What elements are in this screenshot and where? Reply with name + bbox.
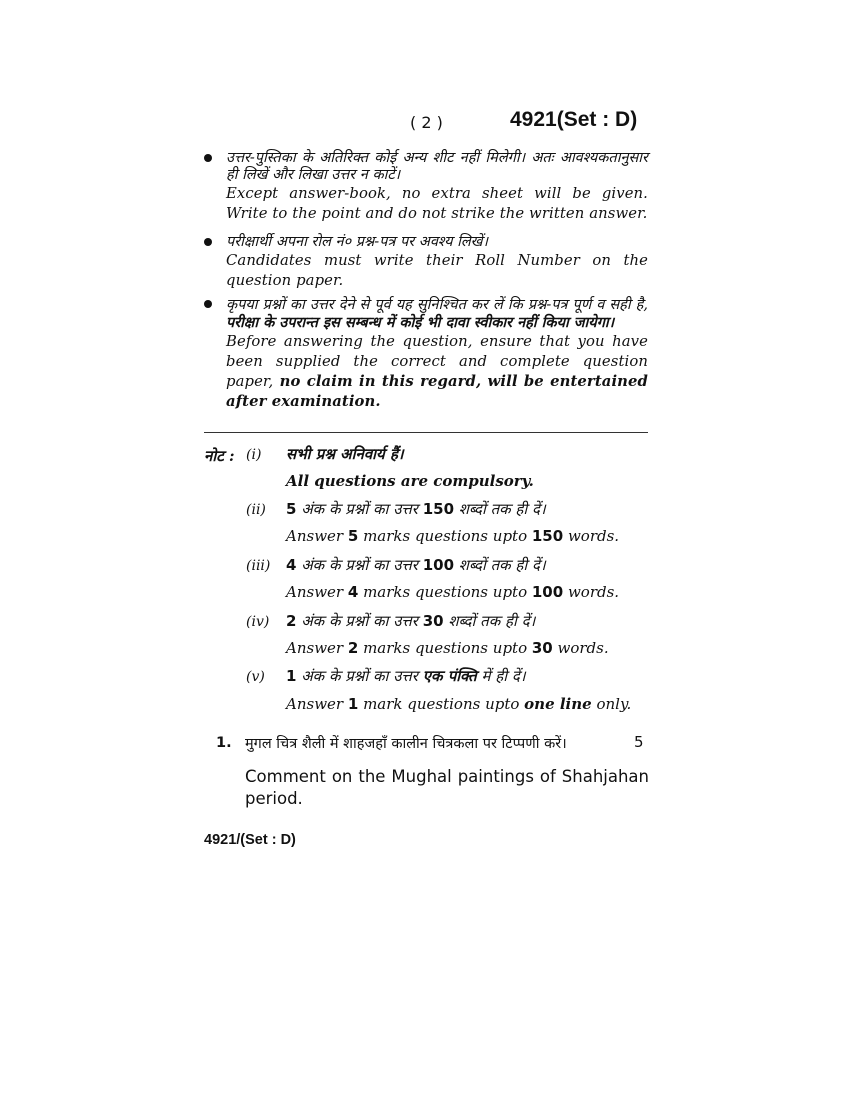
note-text: Answer xyxy=(286,583,348,601)
page-number: ( 2 ) xyxy=(410,113,443,132)
marks-number: 5 xyxy=(286,500,297,518)
bullet-icon xyxy=(204,238,212,246)
instruction-english: Candidates must write their Roll Number on the question paper. xyxy=(226,252,648,289)
bullet-icon xyxy=(204,300,212,308)
note-text: अंक के प्रश्नों का उत्तर xyxy=(296,667,423,685)
marks-number: 2 xyxy=(347,639,359,657)
word-limit-number: 100 xyxy=(531,583,564,601)
note-text: Answer xyxy=(286,639,348,657)
note-item-hindi xyxy=(286,555,546,575)
marks-number: 1 xyxy=(347,695,359,713)
instruction-english-bold: no claim in this regard, will be entertained after examination. xyxy=(226,373,648,410)
note-item-english xyxy=(286,583,619,601)
question-english: Comment on the Mughal paintings of Shahjahan period. xyxy=(245,767,649,808)
marks-number: 1 xyxy=(286,667,297,685)
note-text: mark questions upto xyxy=(358,695,525,713)
note-text: words. xyxy=(563,583,620,601)
instruction-hindi-bold: परीक्षा के उपरान्त इस सम्बन्ध में कोई भी दावा स्वीकार नहीं किया जायेगा। xyxy=(226,314,615,331)
note-item-english xyxy=(286,639,609,657)
instruction-2 xyxy=(204,234,648,291)
note-bold-text: एक पंक्ति xyxy=(422,667,477,685)
note-item-hindi xyxy=(286,499,546,519)
note-text: Answer xyxy=(286,695,348,713)
note-text: शब्दों तक ही दें। xyxy=(443,612,536,630)
note-text: अंक के प्रश्नों का उत्तर xyxy=(296,612,423,630)
instruction-english: Except answer-book, no extra sheet will be given. Write to the point and do not strike the written answer. xyxy=(226,185,648,222)
note-item-roman: (v) xyxy=(246,669,265,685)
instruction-1 xyxy=(204,150,648,224)
footer-code: 4921/(Set : D) xyxy=(204,832,296,848)
note-item-roman: (iii) xyxy=(246,558,271,574)
note-text: शब्दों तक ही दें। xyxy=(454,500,546,518)
question-marks: 5 xyxy=(634,733,644,751)
note-item-hindi xyxy=(286,611,535,631)
instruction-hindi xyxy=(226,296,648,332)
note-text: words. xyxy=(563,527,620,545)
note-text: अंक के प्रश्नों का उत्तर xyxy=(296,500,423,518)
question-hindi: मुगल चित्र शैली में शाहजहाँ कालीन चित्रकला पर टिप्पणी करें। xyxy=(245,736,567,752)
instruction-hindi: उत्तर-पुस्तिका के अतिरिक्त कोई अन्य शीट नहीं मिलेगी। अतः आवश्यकतानुसार ही लिखें और लिखा उत्तर न काटें। xyxy=(226,150,648,183)
marks-number: 5 xyxy=(347,527,359,545)
note-text: शब्दों तक ही दें। xyxy=(454,556,546,574)
instruction-english xyxy=(226,332,648,412)
note-item-roman: (i) xyxy=(246,447,262,463)
note-item-english xyxy=(286,695,631,713)
note-item-roman: (iv) xyxy=(246,614,270,630)
marks-number: 2 xyxy=(286,612,297,630)
paper-code: 4921(Set : D) xyxy=(510,108,638,131)
word-limit-number: 150 xyxy=(422,500,455,518)
instruction-english-regular: Before answering the question, ensure that you have been supplied the correct and complete question paper, xyxy=(226,333,648,390)
note-text: marks questions upto xyxy=(358,583,532,601)
note-item-english xyxy=(286,527,619,545)
note-item-hindi: सभी प्रश्न अनिवार्य हैं। xyxy=(286,445,404,463)
note-bold-text: one line xyxy=(524,695,592,713)
word-limit-number: 150 xyxy=(531,527,564,545)
word-limit-number: 30 xyxy=(422,612,444,630)
note-item-english: All questions are compulsory. xyxy=(286,472,534,490)
note-text: में ही दें। xyxy=(476,667,526,685)
instruction-hindi: परीक्षार्थी अपना रोल नं० प्रश्न-पत्र पर अवश्य लिखें। xyxy=(226,234,489,250)
word-limit-number: 100 xyxy=(422,556,455,574)
marks-number: 4 xyxy=(286,556,297,574)
instruction-3 xyxy=(204,296,648,412)
word-limit-number: 30 xyxy=(531,639,553,657)
note-label: नोट : xyxy=(204,447,235,465)
note-item-hindi xyxy=(286,666,526,686)
note-item-roman: (ii) xyxy=(246,502,266,518)
note-text: marks questions upto xyxy=(358,527,532,545)
divider-line xyxy=(204,432,648,433)
note-text: words. xyxy=(552,639,609,657)
bullet-icon xyxy=(204,154,212,162)
marks-number: 4 xyxy=(347,583,359,601)
note-text: marks questions upto xyxy=(358,639,532,657)
note-text: अंक के प्रश्नों का उत्तर xyxy=(296,556,423,574)
note-text: only. xyxy=(591,695,632,713)
instruction-hindi-regular: कृपया प्रश्नों का उत्तर देने से पूर्व यह सुनिश्चित कर लें कि प्रश्न-पत्र पूर्ण व सही है, xyxy=(226,297,648,313)
question-number: 1. xyxy=(216,735,232,751)
note-text: Answer xyxy=(286,527,348,545)
